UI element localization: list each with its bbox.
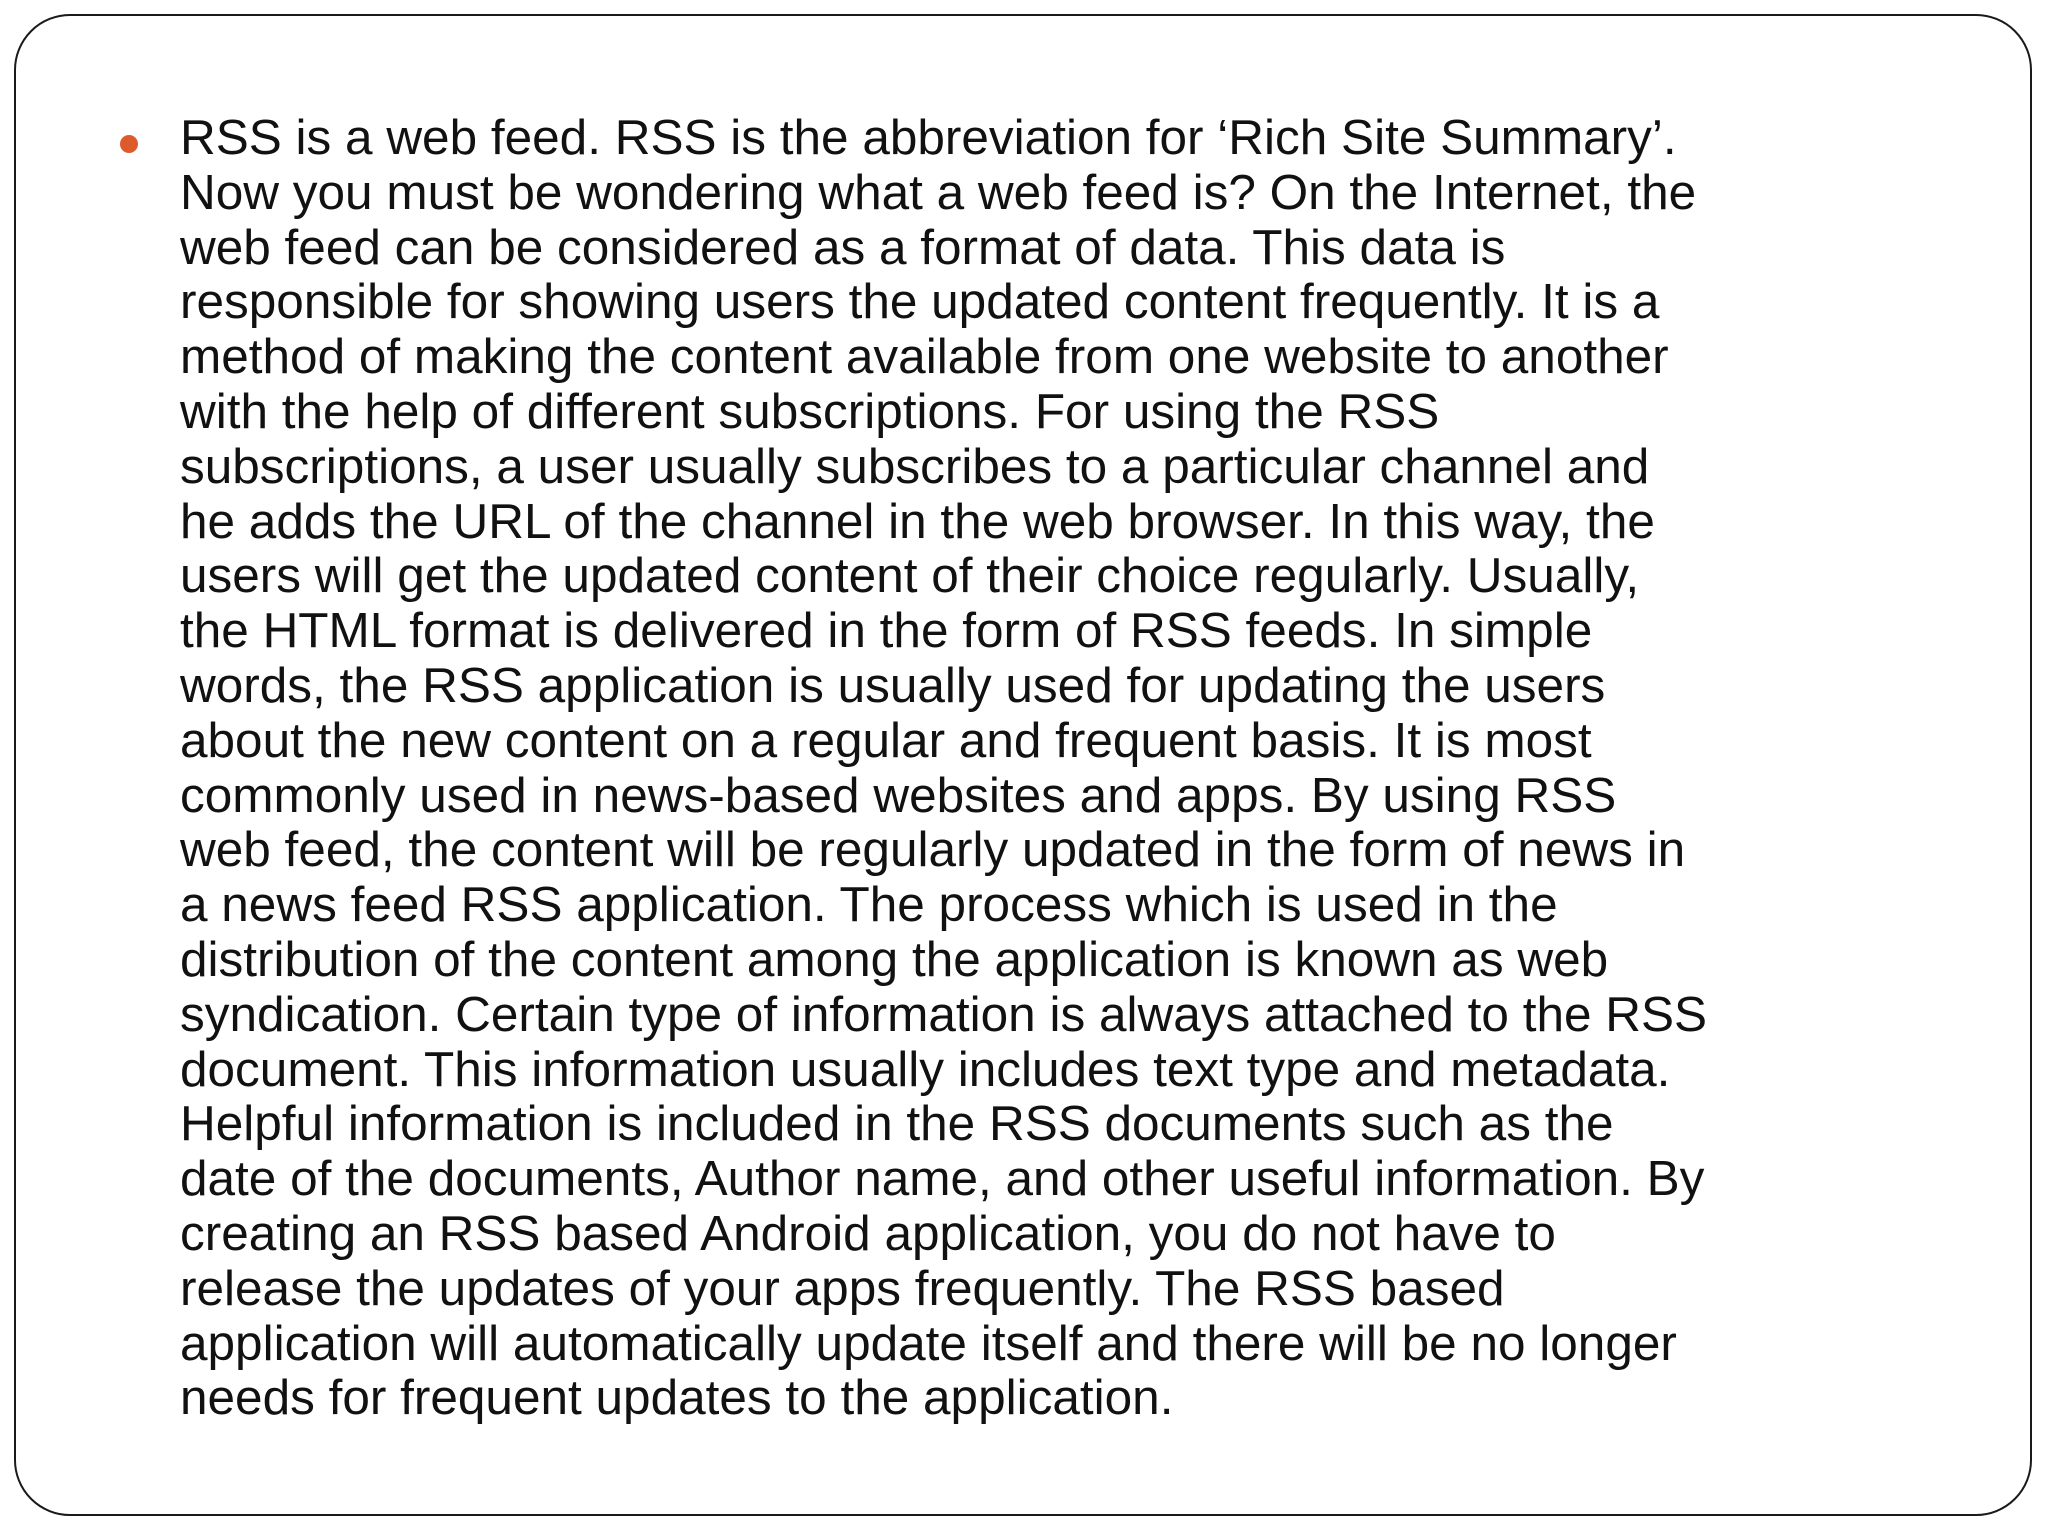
text-line: RSS is a web feed. RSS is the abbreviation for ‘Rich Site Summary’. — [180, 110, 1677, 165]
text-line: application will automatically update itself and there will be no longer — [180, 1315, 1677, 1371]
text-line: subscriptions, a user usually subscribes to a particular channel and — [180, 438, 1650, 494]
bullet-text — [180, 111, 1950, 1426]
text-line: needs for frequent updates to the application. — [180, 1370, 1174, 1426]
text-line: users will get the updated content of their choice regularly. Usually, — [180, 548, 1640, 604]
bullet-dot-icon — [120, 135, 138, 153]
text-line: creating an RSS based Android application, you do not have to — [180, 1205, 1556, 1261]
text-line: responsible for showing users the updated content frequently. It is a — [180, 274, 1660, 330]
text-line: Now you must be wondering what a web feed is? On the Internet, the — [180, 164, 1697, 220]
text-line: web feed, the content will be regularly updated in the form of news in — [180, 822, 1686, 878]
text-line: words, the RSS application is usually used for updating the users — [180, 657, 1606, 713]
text-line: date of the documents, Author name, and other useful information. By — [180, 1151, 1705, 1207]
text-line: the HTML format is delivered in the form of RSS feeds. In simple — [180, 603, 1593, 659]
text-line: a news feed RSS application. The process which is used in the — [180, 877, 1558, 933]
text-line: Helpful information is included in the RSS documents such as the — [180, 1096, 1614, 1152]
slide-frame — [14, 14, 2032, 1516]
text-line: with the help of different subscriptions. For using the RSS — [180, 383, 1440, 439]
text-line: distribution of the content among the application is known as web — [180, 931, 1609, 987]
text-line: document. This information usually includes text type and metadata. — [180, 1041, 1671, 1097]
text-line: syndication. Certain type of information is always attached to the RSS — [180, 986, 1708, 1042]
text-line: web feed can be considered as a format of data. This data is — [180, 219, 1506, 275]
text-line: release the updates of your apps frequently. The RSS based — [180, 1260, 1505, 1316]
text-line: about the new content on a regular and frequent basis. It is most — [180, 712, 1592, 768]
text-line: he adds the URL of the channel in the web browser. In this way, the — [180, 493, 1655, 549]
bullet-item — [180, 111, 1950, 1426]
text-line: method of making the content available from one website to another — [180, 329, 1669, 385]
text-line: commonly used in news-based websites and apps. By using RSS — [180, 767, 1617, 823]
